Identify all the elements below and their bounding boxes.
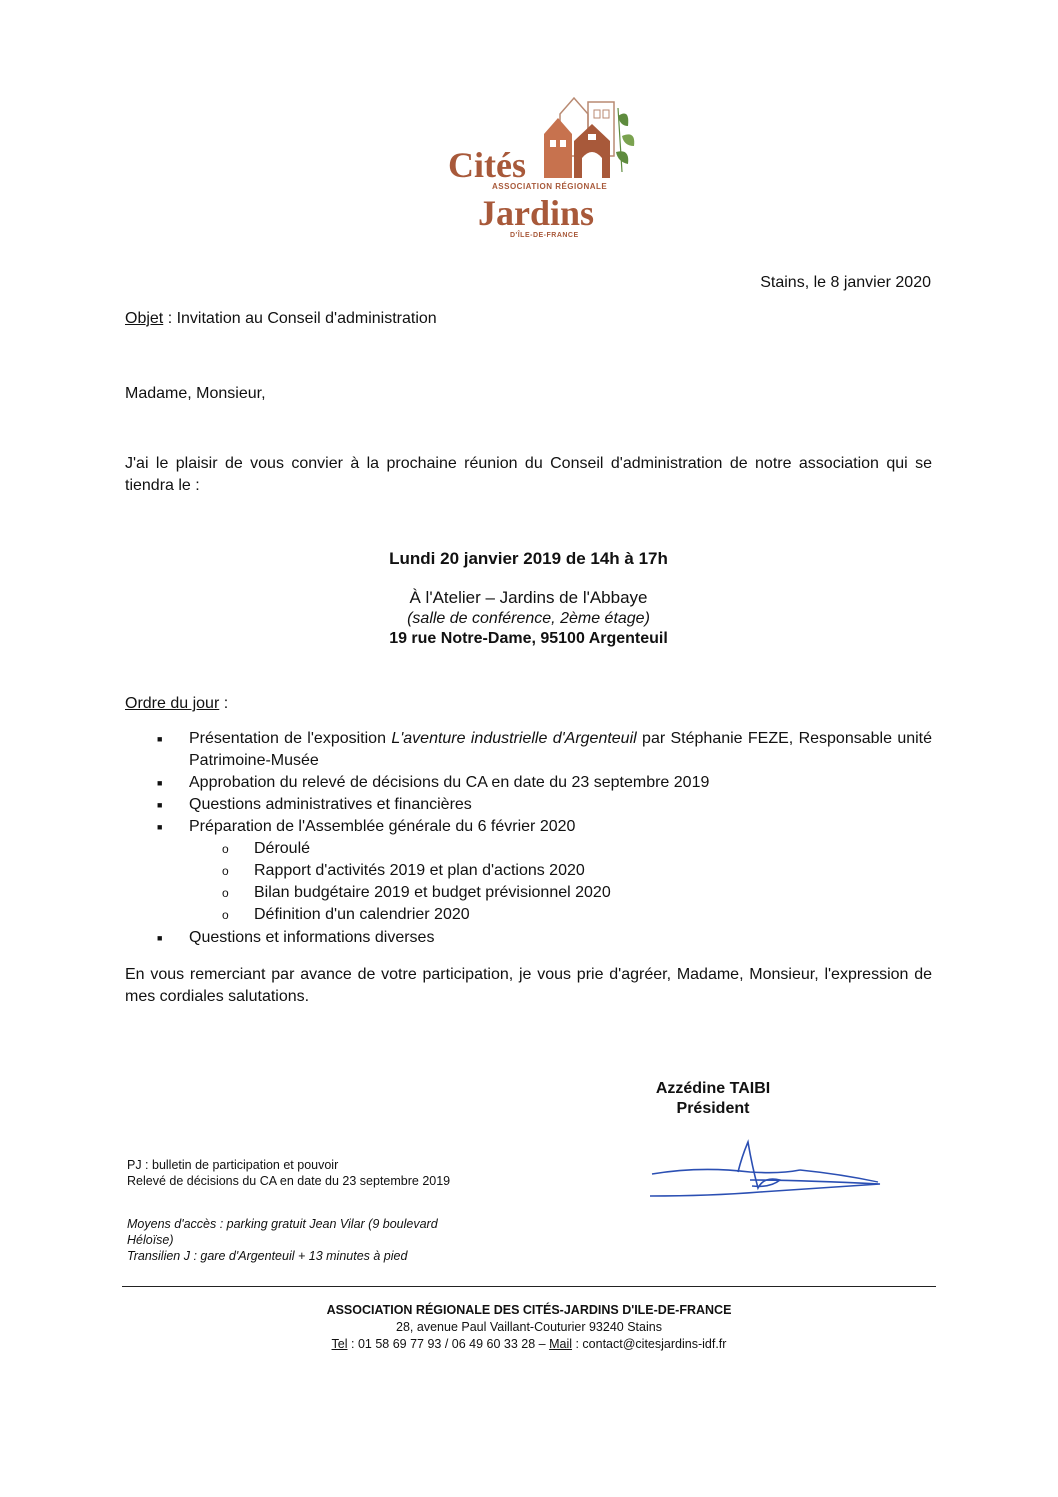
subject-text: : Invitation au Conseil d'administration — [163, 310, 437, 327]
sub-bullet-icon: o — [222, 908, 229, 922]
bullet-icon: ■ — [157, 822, 163, 832]
organization-logo — [430, 78, 660, 253]
access-line-2: Héloïse) — [127, 1233, 174, 1247]
subject-line — [125, 308, 437, 330]
agenda-item: Approbation du relevé de décisions du CA en date du 23 septembre 2019 — [189, 774, 710, 791]
agenda-item: Questions et informations diverses — [189, 929, 435, 946]
attachments-line-2: Relevé de décisions du CA en date du 23 septembre 2019 — [127, 1174, 451, 1188]
agenda-item — [189, 728, 932, 772]
footer-address: 28, avenue Paul Vaillant-Couturier 93240 Stains — [396, 1320, 662, 1334]
agenda-heading — [125, 693, 228, 715]
access-line-1: Moyens d'accès : parking gratuit Jean Vilar (9 boulevard — [127, 1217, 438, 1231]
handwritten-signature — [640, 1136, 890, 1206]
sub-bullet-icon: o — [222, 864, 229, 878]
footer-mail-label: Mail — [549, 1337, 573, 1351]
salutation: Madame, Monsieur, — [125, 385, 266, 402]
event-address: 19 rue Notre-Dame, 95100 Argenteuil — [389, 630, 668, 647]
signatory-name: Azzédine TAIBI — [655, 1080, 771, 1097]
bullet-icon: ■ — [157, 778, 163, 788]
bullet-icon: ■ — [157, 734, 163, 744]
footer-organization: ASSOCIATION RÉGIONALE DES CITÉS-JARDINS D'ILE-DE-FRANCE — [326, 1303, 732, 1317]
logo-word-cites: Cités — [448, 145, 526, 185]
event-venue: À l'Atelier – Jardins de l'Abbaye — [409, 588, 648, 607]
agenda-sub-item: Rapport d'activités 2019 et plan d'actions 2020 — [254, 862, 585, 879]
footer-contact — [122, 1336, 936, 1352]
logo-word-jardins: Jardins — [478, 193, 595, 233]
date-line: Stains, le 8 janvier 2020 — [760, 274, 931, 291]
agenda-item: Préparation de l'Assemblée générale du 6 février 2020 — [189, 818, 576, 835]
signatory-title: Président — [676, 1100, 750, 1117]
sub-bullet-icon: o — [222, 886, 229, 900]
event-room: (salle de conférence, 2ème étage) — [407, 610, 650, 627]
agenda-label-suffix: : — [219, 695, 229, 712]
event-date: Lundi 20 janvier 2019 de 14h à 17h — [389, 549, 668, 568]
logo-region: D'ÎLE-DE-FRANCE — [510, 232, 579, 239]
intro-paragraph: J'ai le plaisir de vous convier à la prochaine réunion du Conseil d'administration de notre association qui se tiendra le : — [125, 455, 932, 494]
footer-mail: : contact@citesjardins-idf.fr — [572, 1337, 727, 1351]
bullet-icon: ■ — [157, 800, 163, 810]
bullet-icon: ■ — [157, 933, 163, 943]
agenda-sub-item: Bilan budgétaire 2019 et budget prévisionnel 2020 — [254, 884, 611, 901]
attachments-line-1: PJ : bulletin de participation et pouvoir — [127, 1158, 339, 1172]
agenda-label: Ordre du jour — [125, 695, 220, 712]
logo-tagline: ASSOCIATION RÉGIONALE — [492, 182, 608, 191]
closing-paragraph: En vous remerciant par avance de votre participation, je vous prie d'agréer, Madame, Monsieur, l'expression de mes cordiales salutations. — [125, 966, 932, 1005]
footer-tel-label: Tel — [331, 1337, 348, 1351]
sub-bullet-icon: o — [222, 842, 229, 856]
footer-divider — [122, 1286, 936, 1287]
agenda-sub-item: Définition d'un calendrier 2020 — [254, 906, 470, 923]
logo-houses-graphic — [530, 86, 650, 181]
agenda-item: Questions administratives et financières — [189, 796, 472, 813]
subject-label: Objet — [125, 310, 164, 327]
agenda-sub-item: Déroulé — [254, 840, 311, 857]
footer-tel: : 01 58 69 77 93 / 06 49 60 33 28 – — [347, 1337, 550, 1351]
agenda-item-text: Présentation de l'exposition — [189, 730, 392, 747]
agenda-item-text: par Stéphanie FEZE, Responsable unité Patrimoine-Musée — [189, 730, 933, 769]
access-line-3: Transilien J : gare d'Argenteuil + 13 minutes à pied — [127, 1249, 408, 1263]
exhibition-title: L'aventure industrielle d'Argenteuil — [391, 730, 637, 747]
